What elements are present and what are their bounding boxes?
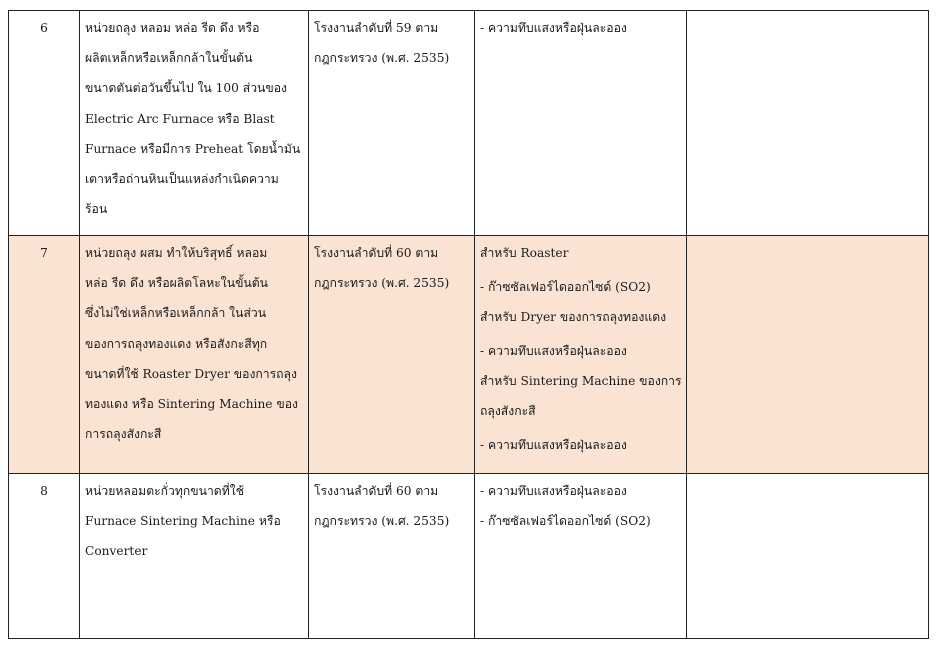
parameter-cell (475, 236, 687, 474)
parameter-line: สำหรับ Roaster (480, 246, 569, 260)
parameter-line: - ความทึบแสงหรือฝุ่นละออง (480, 344, 627, 358)
process-line: Furnace Sintering Machine หรือ (85, 514, 281, 529)
process-description-cell (80, 11, 309, 236)
law-reference-cell (309, 474, 475, 639)
process-line: ของการถลุงทองแดง หรือสังกะสีทุก (85, 336, 268, 351)
law-reference-cell (309, 11, 475, 236)
law-reference-cell (309, 236, 475, 474)
parameter-line: - ก๊าซซัลเฟอร์ไดออกไซด์ (SO2) (480, 280, 651, 294)
process-line: ร้อน (85, 202, 108, 217)
process-line: การถลุงสังกะสี (85, 427, 162, 442)
parameter-cell (475, 11, 687, 236)
empty-cell (687, 236, 929, 474)
parameter-cell (475, 474, 687, 639)
law-line: โรงงานลำดับที่ 59 ตาม (314, 21, 439, 35)
parameter-line: - ความทึบแสงหรือฝุ่นละออง (480, 484, 627, 498)
process-line: Converter (85, 544, 148, 559)
table-row (9, 236, 929, 474)
law-line: กฎกระทรวง (พ.ศ. 2535) (314, 51, 450, 66)
process-line: Furnace หรือมีการ Preheat โดยน้ำมัน (85, 141, 301, 156)
parameter-line: ถลุงสังกะสี (480, 404, 536, 418)
parameter-line: - ความทึบแสงหรือฝุ่นละออง (480, 21, 627, 35)
parameter-line: สำหรับ Dryer ของการถลุงทองแดง (480, 310, 667, 324)
row-number: 6 (9, 11, 80, 236)
process-line: ผลิตเหล็กหรือเหล็กกล้าในขั้นต้น (85, 51, 253, 66)
table-row (9, 11, 929, 236)
process-line: ขนาดตันต่อวันขึ้นไป ใน 100 ส่วนของ (85, 81, 287, 96)
process-line: หน่วยถลุง ผสม ทำให้บริสุทธิ์ หลอม (85, 246, 268, 260)
process-line: เตาหรือถ่านหินเป็นแหล่งกำเนิดความ (85, 172, 279, 187)
row-number: 7 (9, 236, 80, 474)
process-line: ทองแดง หรือ Sintering Machine ของ (85, 397, 298, 412)
process-description-cell (80, 474, 309, 639)
row-number: 8 (9, 474, 80, 639)
process-line: ขนาดที่ใช้ Roaster Dryer ของการถลุง (85, 366, 297, 381)
parameter-line: - ก๊าซซัลเฟอร์ไดออกไซด์ (SO2) (480, 514, 651, 529)
law-line: กฎกระทรวง (พ.ศ. 2535) (314, 276, 450, 291)
process-line: ซึ่งไม่ใช่เหล็กหรือเหล็กกล้า ในส่วน (85, 306, 267, 321)
process-description-cell (80, 236, 309, 474)
table-row (9, 474, 929, 639)
law-line: โรงงานลำดับที่ 60 ตาม (314, 246, 439, 260)
process-line: หน่วยถลุง หลอม หล่อ รีด ดึง หรือ (85, 21, 260, 35)
law-line: กฎกระทรวง (พ.ศ. 2535) (314, 514, 450, 529)
parameter-line: - ความทึบแสงหรือฝุ่นละออง (480, 438, 627, 452)
empty-cell (687, 11, 929, 236)
parameter-line: สำหรับ Sintering Machine ของการ (480, 374, 682, 388)
process-line: หน่วยหลอมตะกั่วทุกขนาดที่ใช้ (85, 484, 244, 498)
regulation-table (8, 10, 929, 639)
process-line: หล่อ รีด ดึง หรือผลิตโลหะในขั้นต้น (85, 276, 268, 291)
law-line: โรงงานลำดับที่ 60 ตาม (314, 484, 439, 498)
process-line: Electric Arc Furnace หรือ Blast (85, 111, 275, 126)
empty-cell (687, 474, 929, 639)
